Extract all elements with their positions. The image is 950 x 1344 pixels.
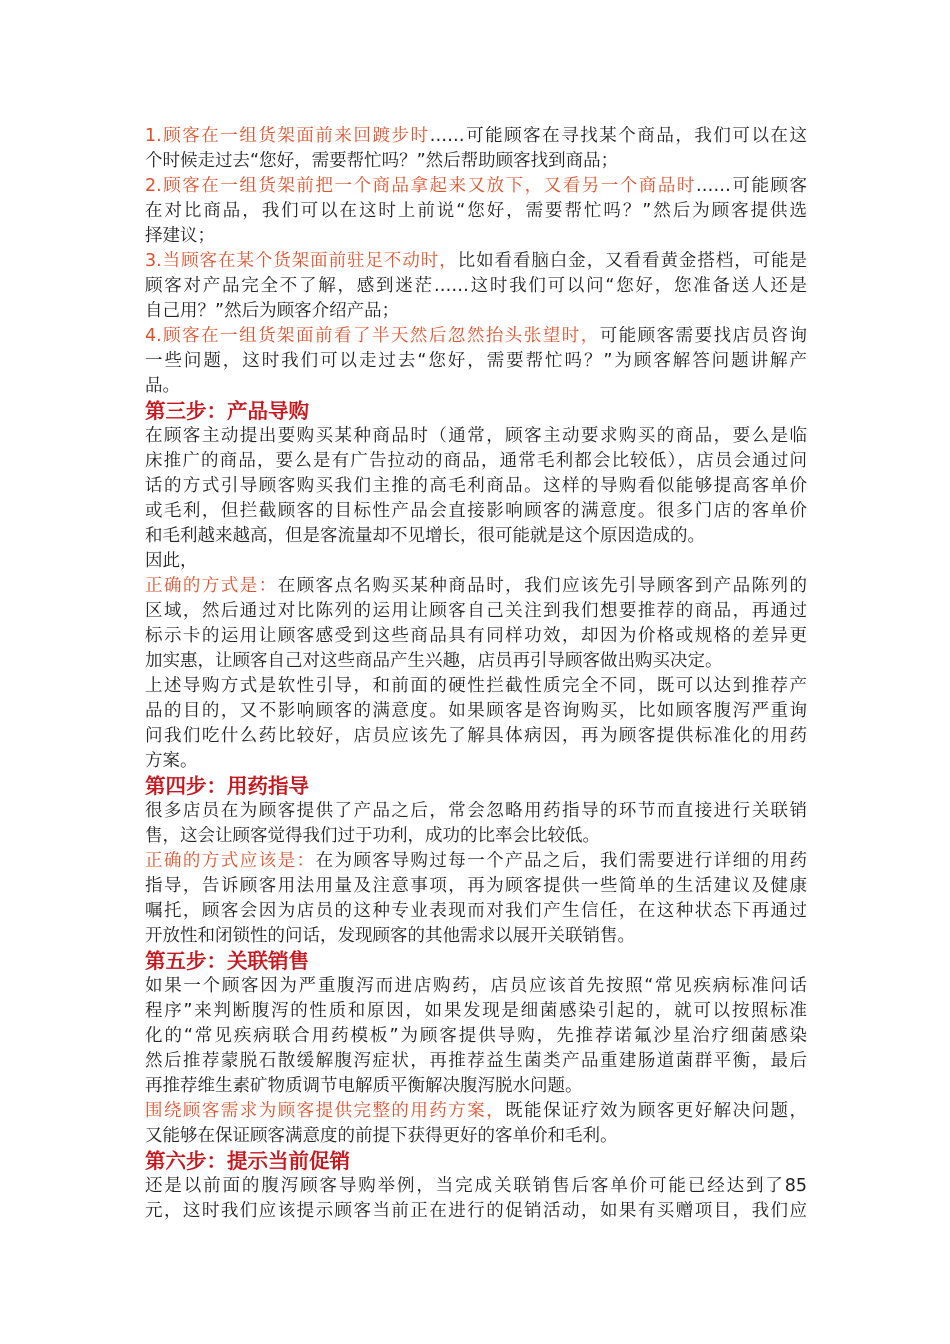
body-text: 如果一个顾客因为严重腹泻而进店购药，店员应该首先按照“常见疾病标准问话 (145, 976, 807, 996)
text-line (145, 174, 807, 199)
body-text: 问我们吃什么药比较好，店员应该先了解具体病因，再为顾客提供标准化的用药 (145, 726, 807, 746)
paragraph (145, 849, 807, 949)
body-text: 在对比商品，我们可以在这时上前说“您好，需要帮忙吗？”然后为顾客提供选 (145, 201, 807, 221)
text-line (145, 199, 807, 224)
text-line (145, 674, 807, 699)
body-text: 很多店员在为顾客提供了产品之后，常会忽略用药指导的环节而直接进行关联销 (145, 801, 807, 821)
body-text: 在为顾客导购过每一个产品之后，我们需要进行详细的用药 (315, 851, 808, 871)
text-line (145, 224, 807, 249)
text-line (145, 649, 807, 674)
text-line (145, 474, 807, 499)
body-text: 因此， (145, 551, 198, 571)
text-line (145, 549, 807, 574)
body-text: 还是以前面的腹泻顾客导购举例，当完成关联销售后客单价可能已经达到了85 (145, 1176, 807, 1196)
body-text: 指导，告诉顾客用法用量及注意事项，再为顾客提供一些简单的生活建议及健康 (145, 876, 807, 896)
body-text: ……可能顾客 (695, 176, 808, 196)
body-text: 品的目的，又不影响顾客的满意度。如果顾客是咨询购买，比如顾客腹泻严重询 (145, 701, 807, 721)
body-text: 程序”来判断腹泻的性质和原因，如果发现是细菌感染引起的，就可以按照标准 (145, 1001, 807, 1021)
text-line (145, 1174, 807, 1199)
body-text: 个时候走过去“您好，需要帮忙吗？”然后帮助顾客找到商品； (145, 151, 619, 171)
body-text: 话的方式引导顾客购买我们主推的高毛利商品。这样的导购看似能够提高客单价 (145, 476, 807, 496)
text-line (145, 974, 807, 999)
body-text: 择建议； (145, 226, 215, 246)
paragraph (145, 974, 807, 1099)
body-text: 开放性和闭锁性的问话，发现顾客的其他需求以展开关联销售。 (145, 926, 635, 946)
text-line (145, 824, 807, 849)
text-line (145, 274, 807, 299)
body-text: 售，这会让顾客觉得我们过于功利，成功的比率会比较低。 (145, 826, 600, 846)
highlighted-text: 围绕顾客需求为顾客提供完整的用药方案， (145, 1101, 506, 1121)
body-text: 加实惠，让顾客自己对这些商品产生兴趣，店员再引导顾客做出购买决定。 (145, 651, 723, 671)
highlighted-text: 2.顾客在一组货架前把一个商品拿起来又放下，又看另一个商品时 (145, 176, 696, 196)
section-heading: 第三步：产品导购 (145, 399, 309, 423)
body-text: ……可能顾客在寻找某个商品，我们可以在这 (429, 126, 807, 146)
body-text: 方案。 (145, 751, 198, 771)
body-text: 然后推荐蒙脱石散缓解腹泻症状，再推荐益生菌类产品重建肠道菌群平衡，最后 (145, 1051, 807, 1071)
text-line (145, 999, 807, 1024)
section-heading: 第六步：提示当前促销 (145, 1149, 350, 1173)
body-text: 再推荐维生素矿物质调节电解质平衡解决腹泻脱水问题。 (145, 1076, 583, 1096)
text-line (145, 124, 807, 149)
text-line (145, 1024, 807, 1049)
text-line (145, 1074, 807, 1099)
highlighted-text: 正确的方式是： (145, 576, 278, 596)
text-line (145, 624, 807, 649)
text-line (145, 924, 807, 949)
text-line (145, 1124, 807, 1149)
body-text: 嘱托，顾客会因为店员的这种专业表现而对我们产生信任，在这种状态下再通过 (145, 901, 807, 921)
highlighted-text: 4.顾客在一组货架面前看了半天然后忽然抬头张望时， (145, 326, 600, 346)
body-text: 顾客对产品完全不了解，感到迷茫……这时我们可以问“您好，您准备送人还是 (145, 276, 807, 296)
text-line (145, 599, 807, 624)
highlighted-text: 正确的方式应该是： (145, 851, 316, 871)
section-heading: 第四步：用药指导 (145, 774, 309, 798)
paragraph (145, 424, 807, 549)
body-text: 标示卡的运用让顾客感受到这些商品具有同样功效，却因为价格或规格的差异更 (145, 626, 807, 646)
paragraph (145, 549, 807, 574)
body-text: 床推广的商品，要么是有广告拉动的商品，通常毛利都会比较低），店员会通过问 (145, 451, 807, 471)
text-line (145, 799, 807, 824)
body-text: 在顾客点名购买某种商品时，我们应该先引导顾客到产品陈列的 (277, 576, 808, 596)
body-text: 一些问题，这时我们可以走过去“您好，需要帮忙吗？”为顾客解答问题讲解产 (145, 351, 807, 371)
body-text: 元，这时我们应该提示顾客当前正在进行的促销活动，如果有买赠项目，我们应 (145, 1201, 807, 1221)
text-line (145, 374, 807, 399)
body-text: 和毛利越来越高，但是客流量却不见增长，很可能就是这个原因造成的。 (145, 526, 705, 546)
body-text: 比如看看脑白金，又看看黄金搭档，可能是 (457, 251, 808, 271)
text-line (145, 449, 807, 474)
body-text: 既能保证疗效为顾客更好解决问题， (505, 1101, 808, 1121)
text-line (145, 249, 807, 274)
text-line (145, 499, 807, 524)
text-line (145, 874, 807, 899)
body-text: 或毛利，但拦截顾客的目标性产品会直接影响顾客的满意度。很多门店的客单价 (145, 501, 807, 521)
text-line (145, 524, 807, 549)
body-text: 上述导购方式是软性引导，和前面的硬性拦截性质完全不同，既可以达到推荐产 (145, 676, 807, 696)
body-text: 自己用？”然后为顾客介绍产品； (145, 301, 400, 321)
text-line (145, 424, 807, 449)
text-line (145, 899, 807, 924)
section-heading: 第五步：关联销售 (145, 949, 309, 973)
paragraph (145, 124, 807, 174)
text-line (145, 149, 807, 174)
highlighted-text: 1.顾客在一组货架面前来回踱步时 (145, 126, 430, 146)
highlighted-text: 3.当顾客在某个货架面前驻足不动时， (145, 251, 458, 271)
document-body (145, 124, 807, 1224)
text-line (145, 1099, 807, 1124)
text-line (145, 724, 807, 749)
text-line (145, 1049, 807, 1074)
body-text: 化的“常见疾病联合用药模板”为顾客提供导购，先推荐诺氟沙星治疗细菌感染 (145, 1026, 807, 1046)
body-text: 可能顾客需要找店员咨询 (599, 326, 807, 346)
text-line (145, 1199, 807, 1224)
body-text: 又能够在保证顾客满意度的前提下获得更好的客单价和毛利。 (145, 1126, 618, 1146)
paragraph (145, 324, 807, 399)
text-line (145, 349, 807, 374)
body-text: 品。 (145, 376, 180, 396)
body-text: 在顾客主动提出要购买某种商品时（通常，顾客主动要求购买的商品，要么是临 (145, 426, 807, 446)
text-line (145, 324, 807, 349)
paragraph (145, 1174, 807, 1224)
text-line (145, 849, 807, 874)
paragraph (145, 574, 807, 674)
paragraph (145, 1099, 807, 1149)
paragraph (145, 674, 807, 774)
text-line (145, 574, 807, 599)
paragraph (145, 249, 807, 324)
text-line (145, 699, 807, 724)
paragraph (145, 174, 807, 249)
text-line (145, 299, 807, 324)
body-text: 区域，然后通过对比陈列的运用让顾客自己关注到我们想要推荐的商品，再通过 (145, 601, 807, 621)
text-line (145, 749, 807, 774)
paragraph (145, 799, 807, 849)
